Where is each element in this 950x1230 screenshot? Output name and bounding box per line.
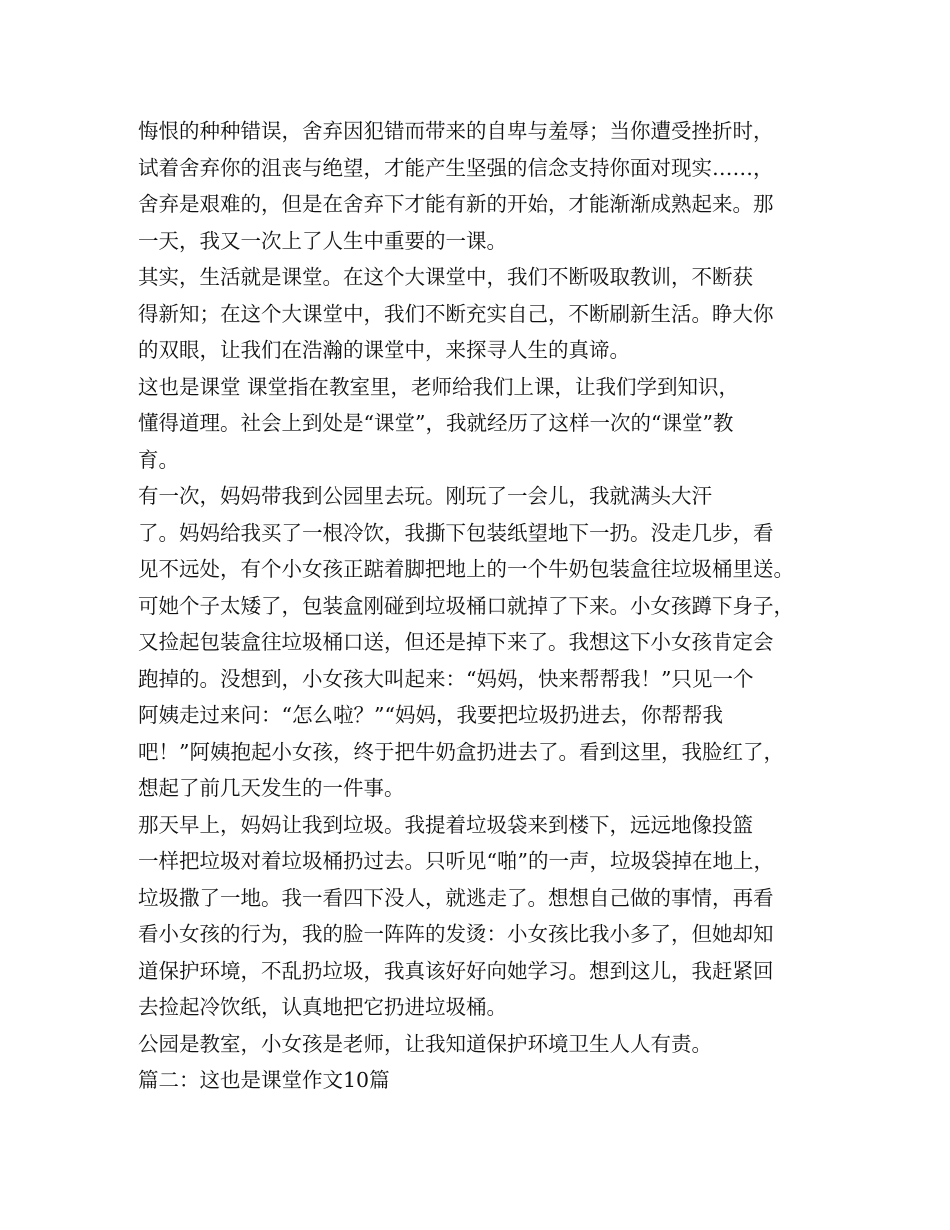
text-line: 悔恨的种种错误，舍弃因犯错而带来的自卑与羞辱；当你遭受挫折时， [138,119,774,143]
text-line: 公园是教室，小女孩是老师，让我知道保护环境卫生人人有责。 [138,1031,712,1056]
text-line: 垃圾撒了一地。我一看四下没人，就逃走了。想想自己做的事情，再看 [138,885,774,910]
text-line: 阿姨走过来问：“怎么啦？”“妈妈，我要把垃圾扔进去，你帮帮我 [138,703,723,727]
text-line: 道保护环境，不乱扔垃圾，我真该好好向她学习。想到这儿，我赶紧回 [138,958,774,983]
text-line: 其实，生活就是课堂。在这个大课堂中，我们不断吸取教训，不断获 [138,265,753,289]
text-line: 懂得道理。社会上到处是“课堂”，我就经历了这样一次的“课堂”教 [138,411,734,435]
text-line: 那天早上，妈妈让我到垃圾。我提着垃圾袋来到楼下，远远地像投篮 [138,812,753,837]
text-line: 见不远处，有个小女孩正踮着脚把地上的一个牛奶包装盒往垃圾桶里送。 [138,557,794,581]
text-line: 又捡起包装盒往垃圾桶口送，但还是掉下来了。我想这下小女孩肯定会 [138,630,774,654]
text-line: 得新知；在这个大课堂中，我们不断充实自己，不断刷新生活。睁大你 [138,301,774,326]
text-line: 这也是课堂 课堂指在教室里，老师给我们上课，让我们学到知识， [138,374,740,399]
text-line: 吧！”阿姨抱起小女孩，终于把牛奶盒扔进去了。看到这里，我脸红了， [138,739,784,764]
text-line: 了。妈妈给我买了一根冷饮，我撕下包装纸望地下一扔。没走几步，看 [138,520,774,545]
section-heading: 篇二：这也是课堂作文10篇 [138,1068,390,1092]
text-line: 想起了前几天发生的一件事。 [138,776,405,800]
text-line: 试着舍弃你的沮丧与绝望，才能产生坚强的信念支持你面对现实……， [138,155,774,180]
text-line: 可她个子太矮了，包装盒刚碰到垃圾桶口就掉了下来。小女孩蹲下身子， [138,593,794,618]
text-line: 育。 [138,447,179,472]
text-line: 去捡起冷饮纸，认真地把它扔进垃圾桶。 [138,995,507,1019]
text-line: 跑掉的。没想到，小女孩大叫起来：“妈妈，快来帮帮我！”只见一个 [138,666,754,691]
text-line: 的双眼，让我们在浩瀚的课堂中，来探寻人生的真谛。 [138,338,630,362]
text-line: 有一次，妈妈带我到公园里去玩。刚玩了一会儿，我就满头大汗 [138,484,712,508]
text-line: 一样把垃圾对着垃圾桶扔过去。只听见“啪”的一声，垃圾袋掉在地上， [138,849,774,873]
document-body [138,113,828,1099]
text-line: 看小女孩的行为，我的脸一阵阵的发烫：小女孩比我小多了，但她却知 [138,922,774,946]
text-line: 舍弃是艰难的，但是在舍弃下才能有新的开始，才能渐渐成熟起来。那 [138,192,774,216]
text-line: 一天，我又一次上了人生中重要的一课。 [138,228,507,253]
